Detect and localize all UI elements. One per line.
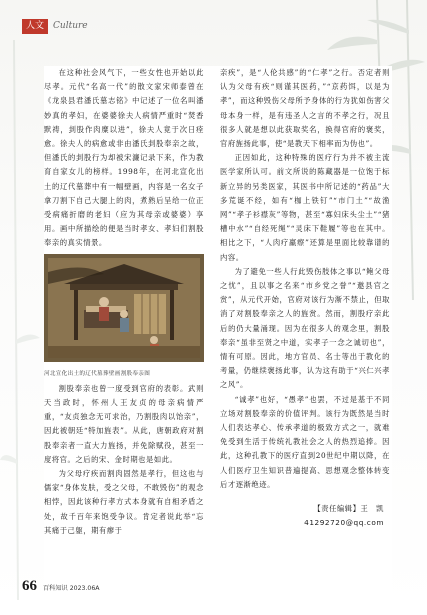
paragraph: 在这种社会风气下，一些女性也开始以此尽孝。元代“名高一代”的散文家宋师泰曾在《龙泉县君潘氏墓志铭》中记述了一位名叫潘妙真的孝妇，在婆婆徐夫人病情严重时“焚香默祷，刲股作肉糜以进”，徐夫人竟于次日痊愈。徐夫人的病愈或非由潘氏刲股奉亲之故，但潘氏的刲股行为却被宋濂记录下来，作为教育自家女儿的榜样。1998年，在河北宣化出土的辽代墓葬中有一幅壁画，内容是一名女子拿刀割下自己大腿上的肉，煮熟后呈给一位正受病痛折磨的老妇（应为其母亲或婆婆）享用。画中所描绘的便是当时孝女、孝妇们割股奉亲的真实情景。 [44,68,204,248]
paragraph: 为了避免一些人行此毁伤肢体之事以“鲍父母之忧”，且以事之名来“市乡党之誉”“邀县官之赏”，从元代开始，官府对该行为渐不禁止，但取消了对割股奉亲之人的旌赏。然而，割股疗亲此后的仍大量涌现。因为在很多人的观念里，割股奉亲“虽非至贤之中道，实孝子一念之诚切也”，情有可原。因此，地方官员、名士等出于教化的考量，仍继续褒扬此事，认为这有助于“兴仁兴孝之风”。 [220,266,390,390]
editor-email[interactable]: 41292720@qq.com [304,518,384,528]
mural-figure [44,254,204,378]
article-body [44,66,392,596]
editor-credit [220,502,390,530]
page-number: 66 [22,578,37,594]
paragraph: 为父母疗疾而割肉固然是孝行，但这也与儒家“身体发肤，受之父母，不敢毁伤”的观念相悖，因此该种行孝方式本身就有自相矛盾之处，故千百年来饱受争议。肯定者说此举“忘其痛于己躯，期有瘳于 [44,469,204,535]
left-column [44,66,204,538]
paragraph: “诚孝”也好，“愚孝”也罢，不过是基于不同立场对割股奉亲的价值评判。该行为既然是当时人们表达孝心、传承孝道的极致方式之一，就难免受到生活于传统礼教社会之人的热烈追捧。因此，这种孔教下的医疗直到20世纪中期以降，在人们医疗卫生知识普遍提高、思想观念整体转变后才逐渐绝迹。 [220,394,390,489]
mural-image [44,254,204,362]
right-column [220,66,390,530]
paragraph: 割股奉亲也曾一度受到官府的表彰。武则天当政时，怀州人王友贞的母亲病情严重，“友贞独念无可求治，乃割股肉以饴亲”，因此被朝廷“特加旌表”。从此，唐朝政府对割股奉亲者一直大力旌扬，并免除赋役，甚至一度将官。之后的宋、金时期也是如此。 [44,383,204,464]
publication-info: 百科知识 2023.06A [43,585,100,592]
paragraph: 亲疾”，是“人伦共感”的“仁孝”之行。否定者则认为父母有疾“则谨其医药，”“京药饵，以是为孝”，而这种毁伤父母所予身体的行为犹如伤害父母本身一样，是有违圣人之言的不孝之行，况且很多人就是想以此获取奖名，换得官府的褒奖，官府旌扬此事，使“是教天下相率而为伪也”。 [220,68,390,149]
paragraph: 正因如此，这种特殊的医疗行为并不被主流医学家所认可。前文所说的陈藏器是一位饱于标新立异的另类医家，其医书中所记述的“药品”大多荒诞不经，如有“枷上铁钉”“市门土”“故渔网”“孝子衫襟灰”等物，甚至“寡妇床头尘土”“猪槽中水”“自经死绳”“灵床下鞋履”等也在其中。相比之下，“人肉疗羸瘵”还算是里面比较靠谱的内容。 [220,153,390,262]
bamboo-left-decoration-icon [0,40,40,600]
page-footer [22,578,100,595]
figure-caption: 河北宣化出土的辽代墓葬壁画割股奉亲图 [44,370,151,377]
section-header [22,18,88,34]
section-tag: 人文 [22,19,48,34]
section-english-label: Culture [53,21,88,31]
editor-label: 【责任编辑】王 凯 [313,504,384,514]
